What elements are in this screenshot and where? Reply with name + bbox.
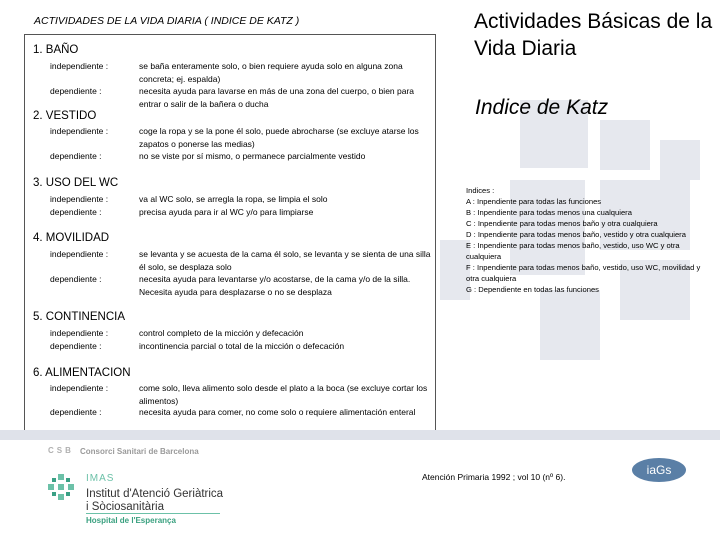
row-description: incontinencia parcial o total de la micción o defecación <box>139 341 345 351</box>
row-label: dependiente : <box>50 207 102 217</box>
section-heading: 3. USO DEL WC <box>33 177 119 189</box>
row-description: no se viste por sí mismo, o permanece parcialmente vestido <box>139 151 366 161</box>
imas-label: IMAS <box>86 473 115 484</box>
section-heading: 2. VESTIDO <box>33 110 97 122</box>
background-decoration <box>600 120 650 170</box>
indices-item: F : Inpendiente para todas menos baño, vestido, uso WC, movilidad y otra cualquiera <box>466 263 701 283</box>
row-description: va al WC solo, se arregla la ropa, se limpia el solo <box>139 194 328 204</box>
row-description: coge la ropa y se la pone él solo, puede abrocharse (se excluye atarse los zapatos o ponerse las medias) <box>139 126 419 149</box>
indices-item: D : Inpendiente para todas menos baño, vestido y otra cualquiera <box>466 230 686 239</box>
section-heading: 6. ALIMENTACION <box>33 367 131 379</box>
background-decoration <box>540 290 600 360</box>
hospital-name: Hospital de l'Esperança <box>86 516 176 525</box>
header-title: ACTIVIDADES DE LA VIDA DIARIA ( INDICE DE KATZ ) <box>34 15 300 27</box>
indices-item: E : Inpendiente para todas menos baño, vestido, uso WC y otra cualquiera <box>466 241 680 261</box>
institut-line: i Sòciosanitària <box>86 501 164 513</box>
consorci-label: Consorci Sanitari de Barcelona <box>80 447 199 456</box>
iags-logo: iaGs <box>632 458 686 482</box>
section-heading: 5. CONTINENCIA <box>33 311 126 323</box>
indices-heading: Indices : <box>466 186 495 195</box>
row-description: precisa ayuda para ir al WC y/o para limpiarse <box>139 207 314 217</box>
row-label: independiente : <box>50 126 109 136</box>
slide-subtitle: Indice de Katz <box>475 96 609 119</box>
divider <box>86 513 220 514</box>
indices-legend <box>466 185 706 295</box>
row-label: independiente : <box>50 61 109 71</box>
section-heading: 4. MOVILIDAD <box>33 232 110 244</box>
row-description: necesita ayuda para comer, no come solo o requiere alimentación enteral <box>139 407 416 417</box>
row-label: independiente : <box>50 194 109 204</box>
citation: Atención Primaria 1992 ; vol 10 (nº 6). <box>422 472 566 482</box>
row-description: come solo, lleva alimento solo desde el plato a la boca (se excluye cortar los alimentos) <box>139 383 428 406</box>
indices-item: A : Inpendiente para todas las funciones <box>466 197 602 206</box>
section-heading: 1. BAÑO <box>33 44 79 56</box>
indices-item: B : Inpendiente para todas menos una cualquiera <box>466 208 632 217</box>
row-label: independiente : <box>50 383 109 393</box>
row-description: se levanta y se acuesta de la cama él solo, se levanta y se sienta de una silla él solo, se desplaza solo <box>139 249 431 272</box>
row-description: control completo de la micción y defecación <box>139 328 304 338</box>
row-label: independiente : <box>50 249 109 259</box>
slide-title: Actividades Básicas de la Vida Diaria <box>474 10 713 60</box>
footer-band <box>0 430 720 440</box>
background-decoration <box>660 140 700 180</box>
row-label: dependiente : <box>50 341 102 351</box>
row-description: se baña enteramente solo, o bien requiere ayuda solo en alguna zona concreta; ej. espalda) <box>139 61 403 84</box>
row-label: independiente : <box>50 328 109 338</box>
row-description: necesita ayuda para levantarse y/o acostarse, de la cama y/o de la silla. Necesita ayuda para desplazarse o no se desplaza <box>139 274 411 297</box>
indices-item: C : Inpendiente para todas menos baño y otra cualquiera <box>466 219 658 228</box>
institut-name <box>86 488 223 514</box>
row-label: dependiente : <box>50 86 102 96</box>
row-description: necesita ayuda para lavarse en más de una zona del cuerpo, o bien para entrar o salir de la bañera o ducha <box>139 86 415 109</box>
indices-item: G : Dependiente en todas las funciones <box>466 285 599 294</box>
imas-cross-icon <box>48 474 74 500</box>
institut-line: Institut d'Atenció Geriàtrica <box>86 488 224 500</box>
csb-logo-text: CSB <box>48 446 74 455</box>
row-label: dependiente : <box>50 151 102 161</box>
row-label: dependiente : <box>50 407 102 417</box>
row-label: dependiente : <box>50 274 102 284</box>
